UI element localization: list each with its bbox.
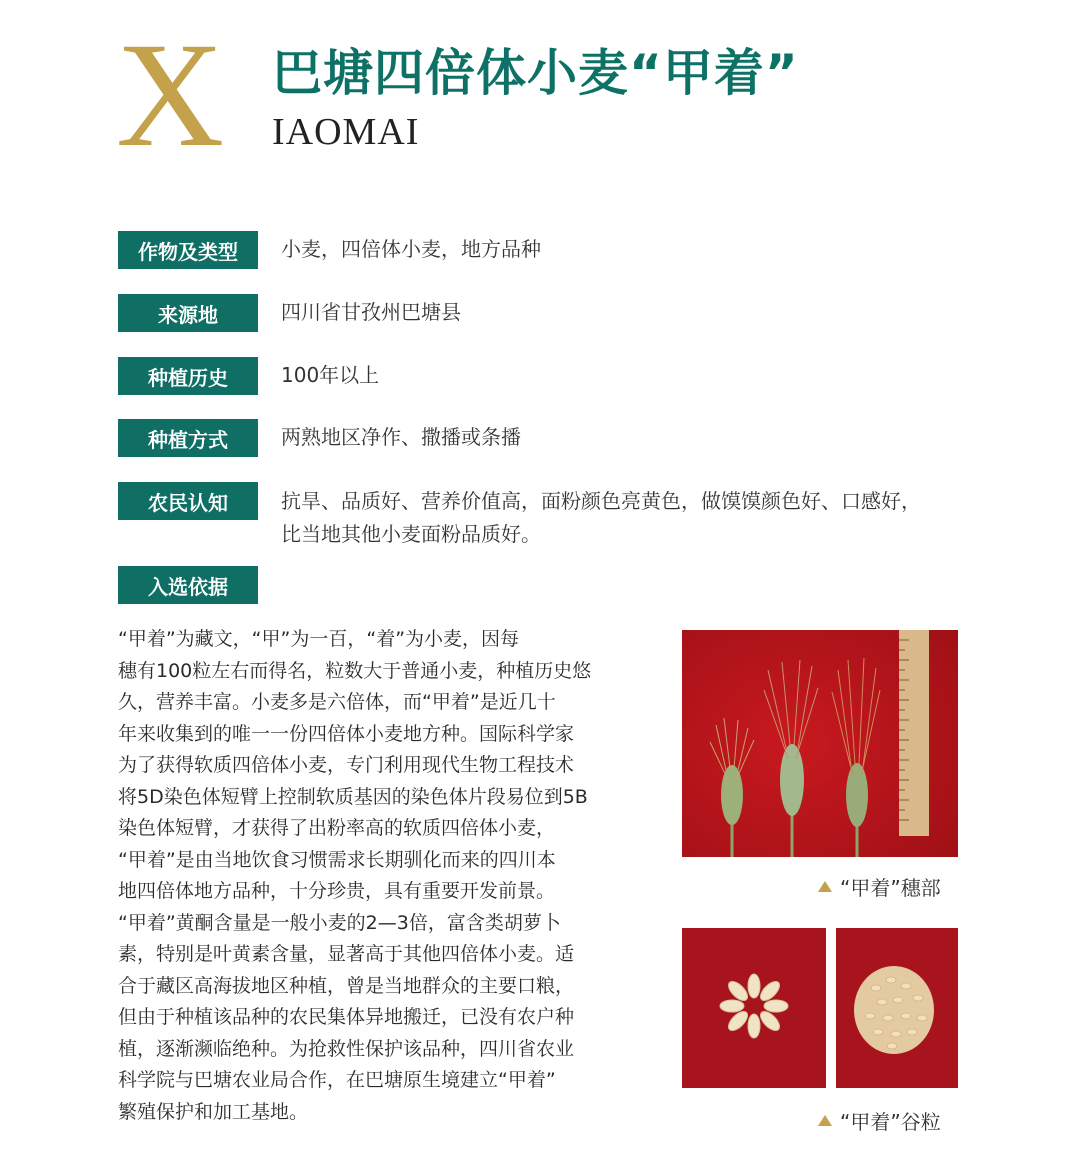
grain-pile-photo: [836, 928, 958, 1088]
description-line: 穗有100粒左右而得名，粒数大于普通小麦，种植历史悠: [118, 659, 592, 682]
value-planting-history: 100年以上: [281, 363, 380, 387]
label-crop-type: 作物及类型: [118, 231, 258, 269]
value-farmer-perception-line2: 比当地其他小麦面粉品质好。: [281, 522, 541, 546]
page-subtitle: IAOMAI: [272, 111, 420, 153]
selection-description: [118, 624, 648, 1128]
value-crop-type: 小麦，四倍体小麦，地方品种: [281, 237, 541, 261]
ears-caption-text: “甲着”穗部: [840, 876, 941, 900]
ears-caption: [818, 872, 941, 901]
triangle-marker-icon: [818, 1115, 832, 1126]
description-line: 年来收集到的唯一一份四倍体小麦地方种。国际科学家: [118, 722, 575, 745]
grains-caption: [818, 1106, 941, 1135]
page-title: 巴塘四倍体小麦“甲着”: [272, 44, 799, 102]
description-line: 但由于种植该品种的农民集体异地搬迁，已没有农户种: [118, 1006, 575, 1028]
grain-arrangement-photo: [682, 928, 826, 1088]
description-line: 科学院与巴塘农业局合作，在巴塘原生境建立“甲着”: [118, 1069, 556, 1091]
description-line: “甲着”为藏文，“甲”为一百，“着”为小麦，因每: [118, 628, 520, 650]
label-planting-method: 种植方式: [118, 419, 258, 457]
value-planting-method: 两熟地区净作、撒播或条播: [281, 425, 521, 449]
description-line: 素，特别是叶黄素含量，显著高于其他四倍体小麦。适: [118, 943, 575, 965]
decorative-initial-letter: X: [116, 12, 225, 178]
description-line: “甲着”是由当地饮食习惯需求长期驯化而来的四川本: [118, 848, 556, 871]
value-origin: 四川省甘孜州巴塘县: [281, 300, 461, 324]
wheat-ears-photo: [682, 630, 958, 857]
description-line: 地四倍体地方品种，十分珍贵，具有重要开发前景。: [118, 880, 556, 902]
description-line: 将5D染色体短臂上控制软质基因的染色体片段易位到5B: [118, 785, 588, 808]
grains-caption-text: “甲着”谷粒: [840, 1110, 941, 1134]
description-line: 为了获得软质四倍体小麦，专门利用现代生物工程技术: [118, 754, 575, 776]
description-line: 繁殖保护和加工基地。: [118, 1100, 309, 1123]
label-planting-history: 种植历史: [118, 357, 258, 395]
description-line: 久，营养丰富。小麦多是六倍体，而“甲着”是近几十: [118, 691, 556, 713]
label-origin: 来源地: [118, 294, 258, 332]
triangle-marker-icon: [818, 881, 832, 892]
description-line: 植，逐渐濒临绝种。为抢救性保护该品种，四川省农业: [118, 1037, 575, 1060]
description-line: 合于藏区高海拔地区种植，曾是当地群众的主要口粮，: [118, 974, 575, 997]
description-line: 染色体短臂，才获得了出粉率高的软质四倍体小麦，: [118, 817, 556, 839]
label-farmer-perception: 农民认知: [118, 482, 258, 520]
description-line: “甲着”黄酮含量是一般小麦的2—3倍，富含类胡萝卜: [118, 911, 561, 934]
label-selection-basis: 入选依据: [118, 566, 258, 604]
value-farmer-perception-line1: 抗旱、品质好、营养价值高，面粉颜色亮黄色，做馍馍颜色好、口感好，: [281, 489, 921, 513]
